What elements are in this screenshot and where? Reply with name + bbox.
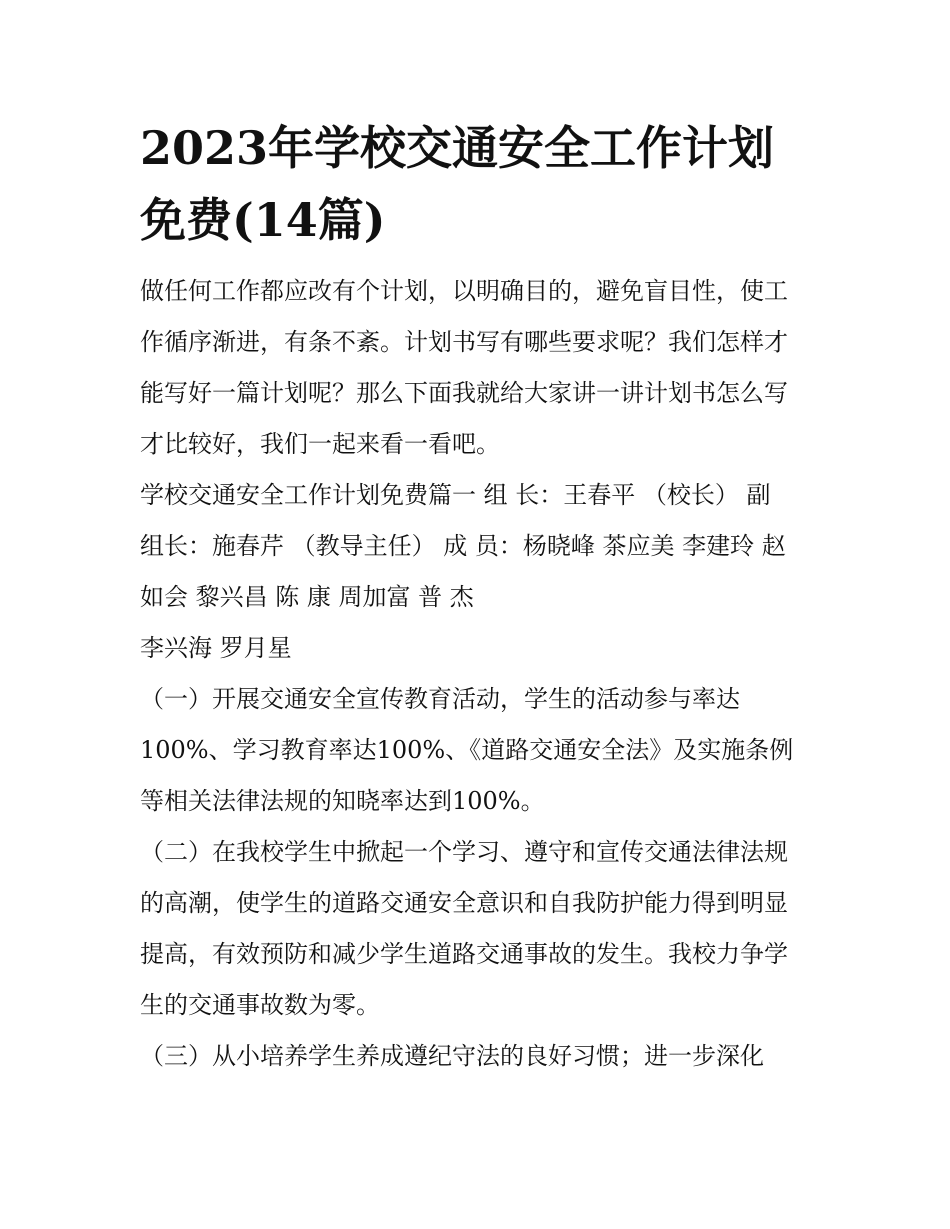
- goal-item-2: [140, 827, 820, 1031]
- goal-item-2-line: 提高，有效预防和减少学生道路交通事故的发生。我校力争学: [140, 940, 788, 968]
- goal-item-2-line: （二）在我校学生中掀起一个学习、遵守和宣传交通法律法规: [140, 838, 788, 866]
- intro-paragraph: [140, 266, 820, 470]
- section-1-members: [140, 470, 820, 674]
- document-body: [140, 112, 820, 1082]
- goal-item-1: [140, 674, 820, 827]
- title-line-1: 2023年学校交通安全工作计划: [140, 121, 775, 175]
- goal-item-2-line: 生的交通事故数为零。: [140, 991, 380, 1019]
- section-1-line: 如会 黎兴昌 陈 康 周加富 普 杰: [140, 583, 474, 611]
- goal-item-1-line: 等相关法律法规的知晓率达到100%。: [140, 787, 545, 815]
- goal-item-1-line: 100%、学习教育率达100%、《道路交通安全法》及实施条例: [140, 736, 794, 764]
- section-1-line: 组长：施春芹 （教导主任） 成 员：杨晓峰 茶应美 李建玲 赵: [140, 532, 786, 560]
- section-1-line: 学校交通安全工作计划免费篇一 组 长：王春平 （校长） 副: [140, 481, 771, 509]
- goal-item-3: [140, 1031, 820, 1082]
- title-line-2: 免费(14篇): [140, 193, 386, 247]
- goal-item-1-line: （一）开展交通安全宣传教育活动，学生的活动参与率达: [140, 685, 740, 713]
- goal-item-3-line: （三）从小培养学生养成遵纪守法的良好习惯；进一步深化: [140, 1042, 764, 1070]
- section-1-line: 李兴海 罗月星: [140, 634, 292, 662]
- intro-line: 做任何工作都应改有个计划，以明确目的，避免盲目性，使工: [140, 277, 788, 305]
- intro-line: 才比较好，我们一起来看一看吧。: [140, 430, 500, 458]
- intro-line: 作循序渐进，有条不紊。计划书写有哪些要求呢？我们怎样才: [140, 328, 788, 356]
- document-title: [140, 112, 820, 256]
- intro-line: 能写好一篇计划呢？那么下面我就给大家讲一讲计划书怎么写: [140, 379, 788, 407]
- goal-item-2-line: 的高潮，使学生的道路交通安全意识和自我防护能力得到明显: [140, 889, 788, 917]
